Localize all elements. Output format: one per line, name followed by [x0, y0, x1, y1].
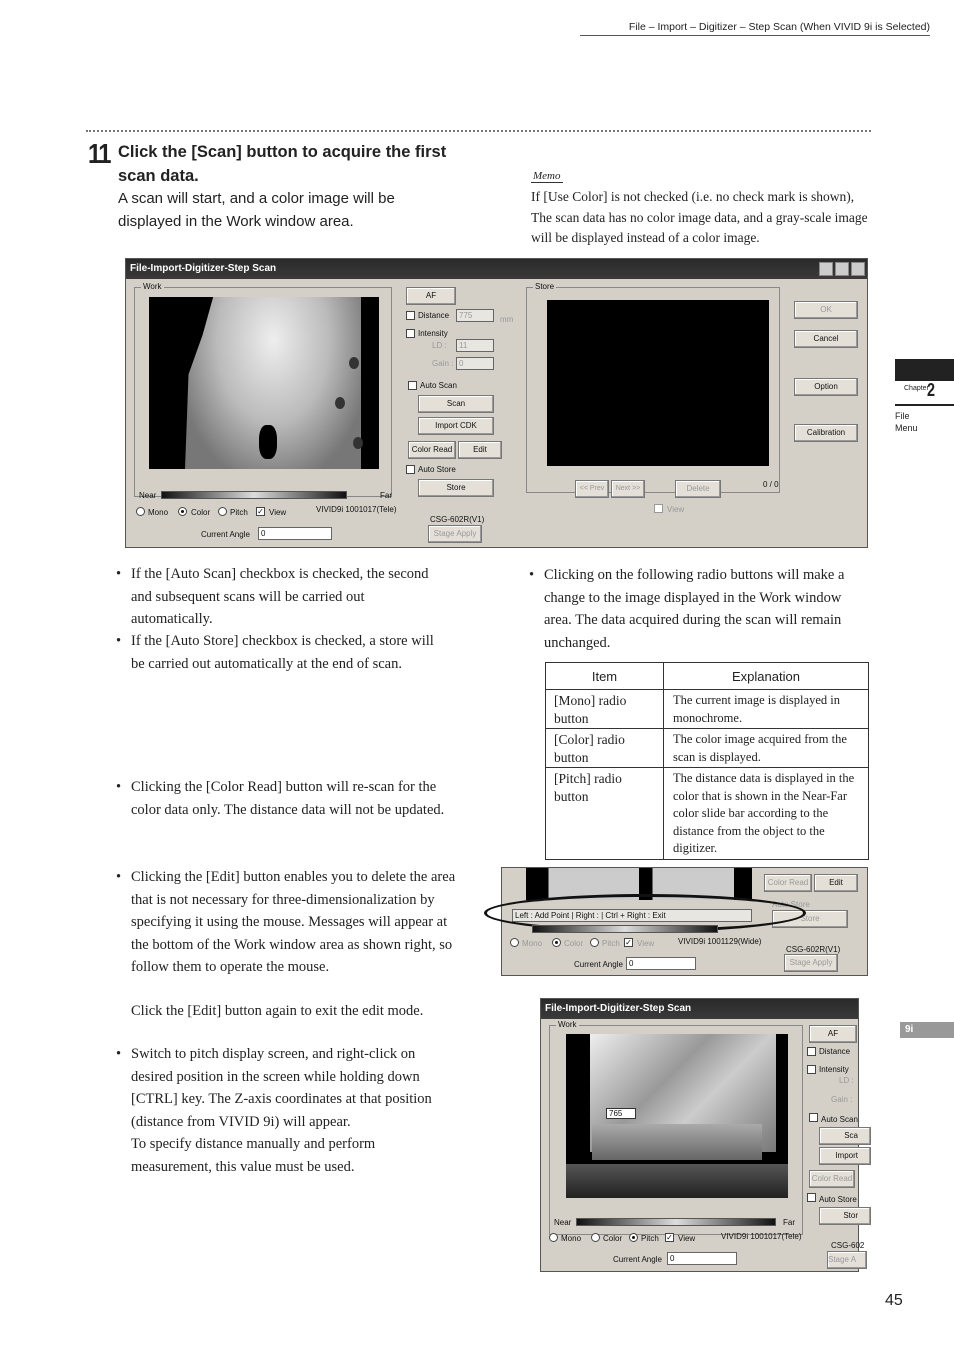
edit-stage-apply-button[interactable]: Stage Apply — [784, 954, 838, 972]
edit-slide-bar[interactable] — [532, 925, 718, 933]
table-cell-explanation: The current image is displayed in monochrome. — [664, 690, 869, 729]
pitch-pitch-label: Pitch — [641, 1234, 659, 1243]
pitch-work-label: Work — [558, 1020, 577, 1029]
store-view-checkbox[interactable] — [654, 504, 663, 513]
cancel-button[interactable]: Cancel — [794, 330, 858, 348]
edit-button[interactable]: Edit — [458, 441, 502, 459]
near-label: Near — [139, 491, 157, 500]
pitch-stage-apply-button[interactable]: Stage A — [827, 1251, 867, 1269]
edit-mono-label: Mono — [522, 939, 543, 948]
af-button[interactable]: AF — [406, 287, 456, 305]
pitch-device-label: VIVID9i 1001017(Tele) — [721, 1232, 802, 1241]
pitch-near-label: Near — [554, 1218, 572, 1227]
minimize-icon[interactable] — [819, 262, 833, 276]
table-cell-item: [Mono] radio button — [546, 690, 664, 729]
pitch-intensity-label: Intensity — [819, 1065, 849, 1074]
section-label — [895, 410, 918, 434]
color-radio[interactable] — [178, 507, 187, 516]
pitch-view-label: View — [678, 1234, 696, 1243]
auto-store-label: Auto Store — [418, 465, 456, 474]
edit-color-read-button[interactable]: Color Read — [764, 874, 812, 892]
maximize-icon[interactable] — [835, 262, 849, 276]
edit-message-bar: Left : Add Point | Right : | Ctrl + Right : Exit — [512, 909, 752, 922]
page-number: 45 — [885, 1292, 903, 1309]
edit-pitch-radio[interactable] — [590, 938, 599, 947]
pitch-auto-store-label: Auto Store — [819, 1195, 857, 1204]
figure-spot — [353, 437, 363, 449]
table-row — [546, 729, 869, 768]
running-header: File – Import – Digitizer – Step Scan (When VIVID 9i is Selected) — [580, 21, 930, 36]
import-cdk-button[interactable]: Import CDK — [418, 417, 494, 435]
pitch-current-angle-label: Current Angle — [613, 1255, 662, 1264]
work-group — [134, 282, 392, 500]
edit-store-button[interactable]: Store — [772, 910, 848, 928]
bullet-auto-store: • If the [Auto Store] checkbox is checked, a store will be carried out automatically at the end of scan. — [116, 630, 446, 675]
pitch-far-label: Far — [783, 1218, 795, 1227]
dotted-divider — [86, 130, 871, 132]
edit-mono-radio[interactable] — [510, 938, 519, 947]
step-number: 11 — [88, 138, 110, 169]
edit-view-checkbox[interactable]: ✓ — [625, 938, 632, 947]
edit-auto-store-label: Auto Store — [772, 900, 810, 909]
store-label: Store — [535, 282, 555, 291]
pitch-auto-scan-label: Auto Scan — [821, 1115, 858, 1124]
pitch-image — [566, 1034, 788, 1198]
pitch-distance-checkbox[interactable] — [807, 1047, 816, 1056]
ld-label: LD : — [432, 341, 447, 350]
chapter-label: Chapter — [904, 385, 929, 392]
option-button[interactable]: Option — [794, 378, 858, 396]
edit-mode-window — [501, 867, 868, 976]
bullet-edit: • Clicking the [Edit] button enables you to delete the area that is not necessary for three-dimensionalization by specifying it using the mouse. Messages will appear at the bottom of the Work window area as shown right, so follow them to operate the mouse. — [116, 866, 456, 979]
pitch-csg-label: CSG-602 — [831, 1241, 865, 1250]
radio-explanation-table — [545, 662, 869, 860]
view-label: View — [269, 508, 287, 517]
bullet-auto-scan: • If the [Auto Scan] checkbox is checked, the second and subsequent scans will be carried out automatically. — [116, 563, 446, 631]
pitch-scan-button[interactable]: Sca — [819, 1127, 871, 1145]
table-row — [546, 768, 869, 860]
stage-apply-button[interactable]: Stage Apply — [428, 525, 482, 543]
close-icon[interactable] — [851, 262, 865, 276]
figure-spot — [259, 425, 277, 459]
pitch-note: To specify distance manually and perform measurement, this value must be used. — [131, 1136, 376, 1175]
table-header-item: Item — [546, 663, 664, 690]
pitch-floor — [566, 1164, 788, 1198]
table-header-explanation: Explanation — [664, 663, 869, 690]
pitch-auto-store-checkbox[interactable] — [807, 1193, 816, 1202]
distance-unit: mm — [500, 315, 514, 324]
csg-label: CSG-602R(V1) — [430, 515, 485, 524]
table-cell-item: [Color] radio button — [546, 729, 664, 768]
bullet-radio-buttons: • Clicking on the following radio buttons will make a change to the image displayed in the Work window area. The data acquired during the scan will remain unchanged. — [529, 564, 871, 654]
pitch-work-group — [549, 1020, 803, 1235]
store-count: 0 / 0 — [763, 480, 779, 489]
pitch-intensity-checkbox[interactable] — [807, 1065, 816, 1074]
section-label-file: File — [895, 411, 910, 421]
window-title: File-Import-Digitizer-Step Scan — [126, 259, 867, 279]
table-row — [546, 690, 869, 729]
next-button[interactable]: Next >> — [611, 480, 645, 498]
pitch-current-angle-select[interactable]: 0 — [667, 1252, 737, 1265]
calibration-button[interactable]: Calibration — [794, 424, 858, 442]
step-title: Click the [Scan] button to acquire the first scan data. — [118, 143, 447, 185]
edit-pitch-label: Pitch — [602, 939, 620, 948]
gain-field[interactable]: 0 — [456, 357, 494, 370]
view-checkbox[interactable]: ✓ — [257, 507, 264, 516]
auto-scan-checkbox[interactable] — [408, 381, 417, 390]
pitch-gain-label: Gain : — [831, 1095, 853, 1104]
pitch-af-button[interactable]: AF — [809, 1025, 857, 1043]
pitch-color-read-button[interactable]: Color Read — [809, 1170, 855, 1188]
memo-text: If [Use Color] is not checked (i.e. no check mark is shown), The scan data has no color image data, and a gray-scale image will be displayed instead of a color image. — [531, 189, 868, 245]
pitch-base — [592, 1124, 762, 1160]
section-label-menu: Menu — [895, 423, 918, 433]
work-label: Work — [143, 282, 162, 291]
intensity-checkbox[interactable] — [406, 329, 415, 338]
ok-button[interactable]: OK — [794, 301, 858, 319]
scan-button[interactable]: Scan — [418, 395, 494, 413]
store-view-label: View — [667, 505, 685, 514]
auto-store-checkbox[interactable] — [406, 465, 415, 474]
far-label: Far — [380, 491, 392, 500]
figure-spot — [349, 357, 359, 369]
pitch-label: Pitch — [230, 508, 248, 517]
tab-9i: 9i — [900, 1022, 954, 1038]
table-cell-explanation: The distance data is displayed in the color that is shown in the Near-Far color slide bar according to the distance from the object to the digitizer. — [664, 768, 869, 860]
chapter-number: 2 — [927, 380, 936, 400]
store-button[interactable]: Store — [418, 479, 494, 497]
pitch-view-checkbox[interactable]: ✓ — [666, 1233, 673, 1242]
intensity-label: Intensity — [418, 329, 448, 338]
pitch-display-window — [540, 998, 865, 1272]
color-label: Color — [191, 508, 211, 517]
prev-button[interactable]: << Prev — [575, 480, 609, 498]
bullet-pitch: • Switch to pitch display screen, and right-click on desired position in the screen while holding down [CTRL] key. The Z-axis coordinates at that position (distance from VIVID 9i) will appear. — [116, 1043, 456, 1133]
pitch-auto-scan-checkbox[interactable] — [809, 1113, 818, 1122]
chapter-tab — [895, 359, 954, 381]
device-label: VIVID9i 1001017(Tele) — [316, 505, 397, 514]
ld-field[interactable]: 11 — [456, 339, 494, 352]
memo-icon: Memo — [533, 170, 561, 182]
edit-exit-note: Click the [Edit] button again to exit the edit mode. — [131, 1003, 424, 1019]
pitch-mono-label: Mono — [561, 1234, 582, 1243]
distance-label: Distance — [418, 311, 450, 320]
current-angle-select[interactable]: 0 — [258, 527, 332, 540]
delete-button[interactable]: Delete — [675, 480, 721, 498]
pitch-radio[interactable] — [218, 507, 227, 516]
edit-device-label: VIVID9i 1001129(Wide) — [678, 937, 762, 946]
chapter-rule — [895, 404, 954, 406]
distance-field[interactable]: 775 — [456, 309, 494, 322]
pitch-store-button[interactable]: Stor — [819, 1207, 871, 1225]
table-cell-explanation: The color image acquired from the scan is displayed. — [664, 729, 869, 768]
work-image — [149, 297, 379, 469]
pitch-import-button[interactable]: Import — [819, 1147, 871, 1165]
current-angle-label: Current Angle — [201, 530, 250, 539]
bullet-color-read: • Clicking the [Color Read] button will re-scan for the color data only. The distance data will not be updated. — [116, 776, 456, 821]
edit-color-radio[interactable] — [552, 938, 561, 947]
near-far-slide-bar[interactable] — [161, 491, 347, 499]
figure-spot — [335, 397, 345, 409]
mono-radio[interactable] — [136, 507, 145, 516]
pitch-slide-bar[interactable] — [576, 1218, 776, 1226]
edit-color-label: Color — [564, 939, 584, 948]
step-scan-window — [125, 258, 868, 548]
pitch-pitch-radio[interactable] — [629, 1233, 638, 1242]
pitch-ld-label: LD : — [839, 1076, 854, 1085]
auto-scan-label: Auto Scan — [420, 381, 457, 390]
gain-label: Gain : — [432, 359, 454, 368]
z-value-popup: 765 — [606, 1108, 636, 1119]
step-description: A scan will start, and a color image will be displayed in the Work window area. — [118, 190, 395, 230]
pitch-distance-label: Distance — [819, 1047, 851, 1056]
pitch-color-radio[interactable] — [591, 1233, 600, 1242]
edit-edit-button[interactable]: Edit — [814, 874, 858, 892]
pitch-window-title: File-Import-Digitizer-Step Scan — [541, 999, 858, 1019]
edit-current-angle-select[interactable]: 0 — [626, 957, 696, 970]
distance-checkbox[interactable] — [406, 311, 415, 320]
edit-csg-label: CSG-602R(V1) — [786, 945, 841, 954]
pitch-mono-radio[interactable] — [549, 1233, 558, 1242]
store-image — [547, 300, 769, 466]
edit-view-label: View — [637, 939, 655, 948]
mono-label: Mono — [148, 508, 169, 517]
store-group — [526, 282, 780, 493]
color-read-button[interactable]: Color Read — [408, 441, 456, 459]
table-cell-item: [Pitch] radio button — [546, 768, 664, 860]
pitch-color-label: Color — [603, 1234, 623, 1243]
edit-current-angle-label: Current Angle — [574, 960, 623, 969]
